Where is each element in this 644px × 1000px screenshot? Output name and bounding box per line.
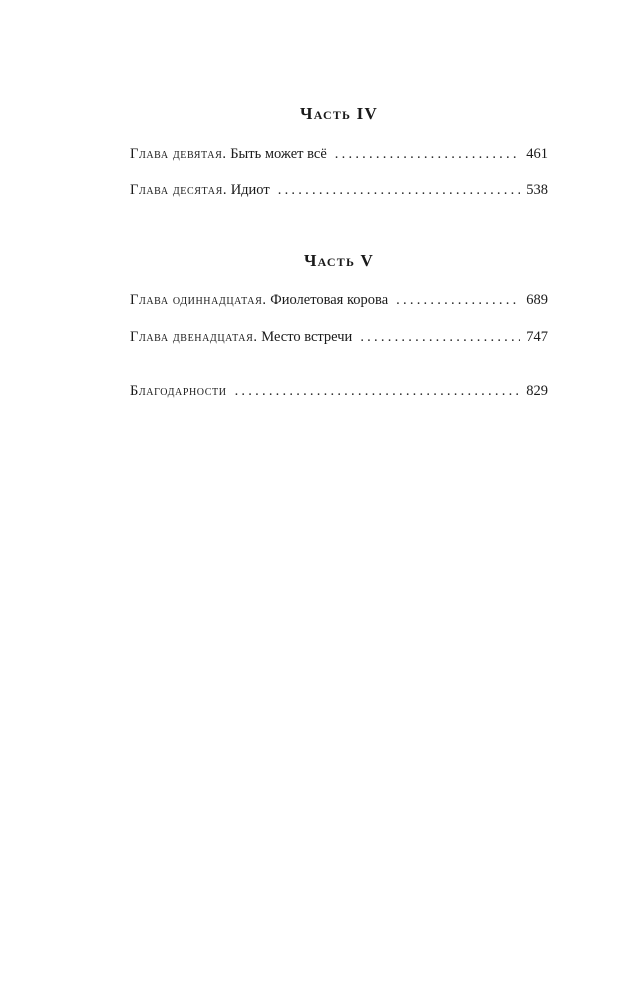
chapter-number: Глава одиннадцатая.	[130, 292, 267, 308]
dot-leader	[278, 180, 521, 200]
dot-leader	[360, 327, 520, 347]
page-number: 538	[526, 182, 548, 198]
chapter-number: Глава десятая.	[130, 182, 228, 198]
page-number: 689	[526, 292, 548, 308]
toc-entry[interactable]	[130, 144, 548, 164]
dot-leader	[396, 290, 520, 310]
chapter-title: Место встречи	[261, 329, 353, 345]
chapter-number: Глава девятая.	[130, 146, 227, 162]
part-title: Часть V	[303, 251, 375, 270]
page-number: 829	[526, 383, 548, 399]
entry-label	[130, 327, 352, 347]
toc-entry[interactable]	[130, 180, 548, 200]
entry-label	[130, 381, 227, 401]
chapter-title: Быть может всё	[230, 146, 327, 162]
dot-leader	[235, 381, 521, 401]
toc-entry-acknowledgements[interactable]	[130, 381, 548, 401]
entry-label	[130, 144, 327, 164]
acknowledgements-title: Благодарности	[130, 383, 227, 399]
page-number: 747	[526, 329, 548, 345]
chapter-title: Идиот	[230, 182, 270, 198]
entry-label	[130, 180, 270, 200]
page-number: 461	[526, 146, 548, 162]
entry-label	[130, 290, 388, 310]
toc-entry[interactable]	[130, 290, 548, 310]
part-title: Часть IV	[300, 104, 378, 123]
toc-entry[interactable]	[130, 327, 548, 347]
dot-leader	[335, 144, 520, 164]
chapter-number: Глава двенадцатая.	[130, 329, 258, 345]
chapter-title: Фиолетовая корова	[270, 292, 389, 308]
